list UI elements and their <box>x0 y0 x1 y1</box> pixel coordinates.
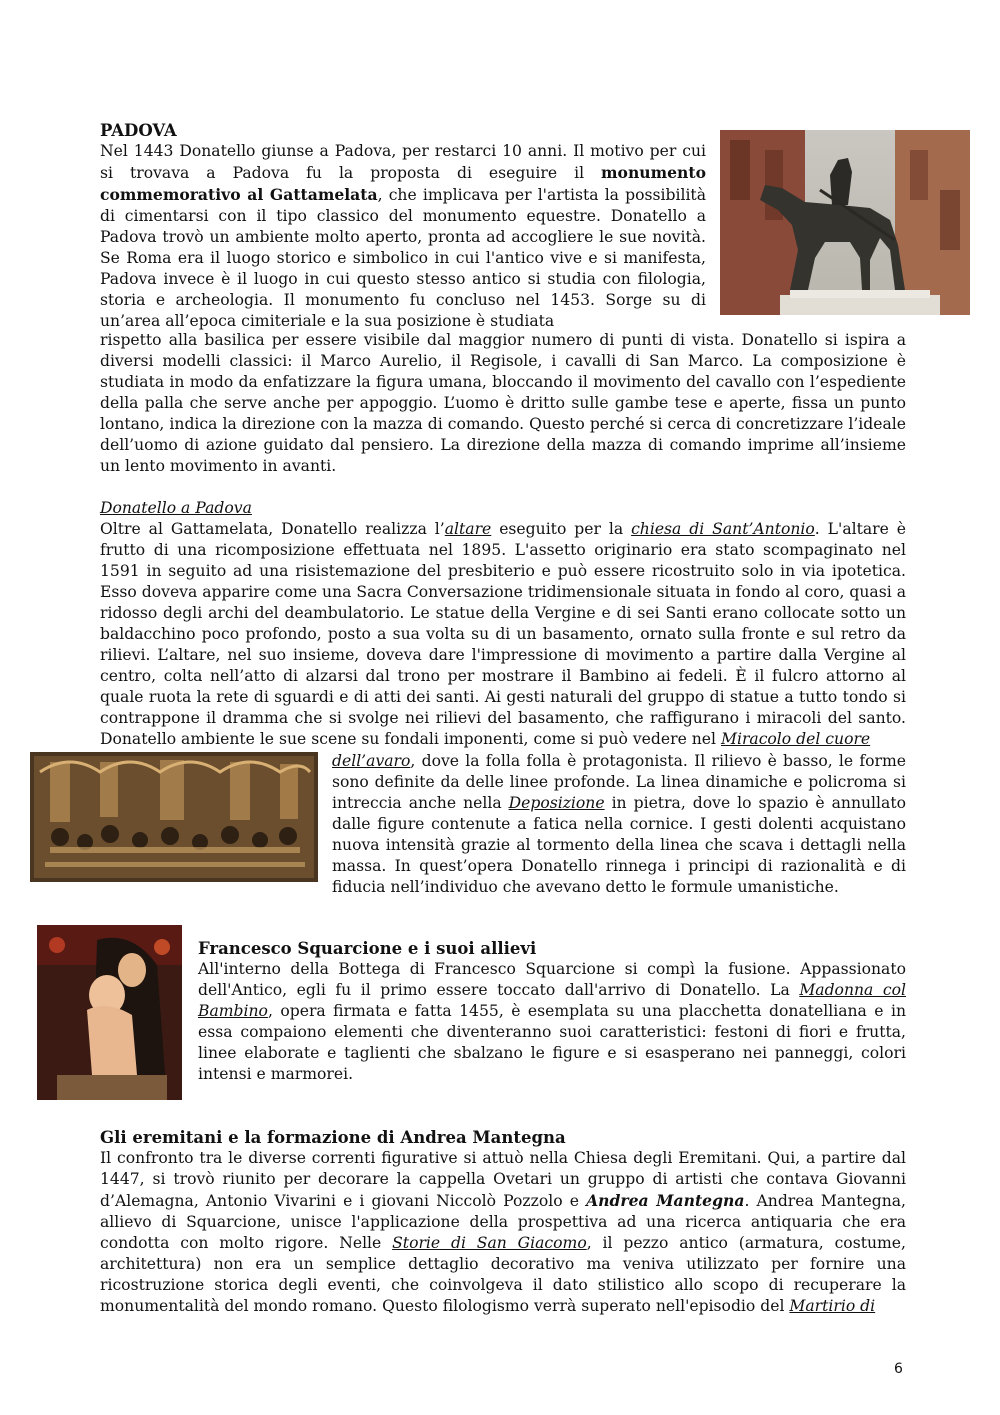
deposizione-link[interactable]: Deposizione <box>508 794 605 812</box>
madonna-painting-image <box>37 925 182 1100</box>
donatello-paragraph <box>100 519 906 750</box>
madonna-col-bambino-link[interactable]: Madonna col Bambino <box>198 981 906 1020</box>
donatello-subheading: Donatello a Padova <box>100 499 252 517</box>
gattamelata-statue-image <box>720 130 970 315</box>
page-number: 6 <box>894 1361 903 1377</box>
squarcione-text-1: All'interno della Bottega di Francesco Squarcione si compì la fusione. Appassionato dell'Antico, egli fu il primo essere toccato dall'arrivo di Donatello. La <box>198 960 906 999</box>
padova-heading: PADOVA <box>100 121 177 140</box>
squarcione-text-2: , opera firmata e fatta 1455, è esemplata su una placchetta donatelliana e in essa compaiono elementi che diventeranno suoi caratteristici: festoni di fiori e frutta, linee elaborate e taglienti che sbalzano le figure e si esasperano nei panneggi, colori intensi e marmorei. <box>198 1002 906 1083</box>
padova-p2-text: rispetto alla basilica per essere visibile dal maggior numero di punti di vista. Donatello si ispira a diversi modelli classici: il Marco Aurelio, il Regisole, i cavalli di San Marco. La composizione è studiata in modo da enfatizzare la figura umana, bloccando il movimento del cavallo con l’espediente della palla che serve anche per appoggio. L’uomo è dritto sulle gambe tese e aperte, fissa un punto lontano, indica la direzione con la mazza di comando. Questo perché si cerca di concretizzare l’ideale dell’uomo di azione guidato dal pensiero. La direzione della mazza di comando imprime all’insieme un lento movimento in avanti. <box>100 331 906 475</box>
padova-paragraph-1 <box>100 141 706 332</box>
padova-p1-rest: , che implicava per l'artista la possibilità di cimentarsi con il tipo classico del monumento equestre. Donatello a Padova trovò un ambiente molto aperto, pronta ad accogliere le sue novità. Se Roma era il luogo storico e simbolico in cui l'antico vive e si manifesta, Padova invece è il luogo in cui questo stesso antico si studia con filologia, storia e archeologia. Il monumento fu concluso nel 1453. Sorge su di un’area all’epoca cimiteriale e la sua posizione è studiata <box>100 186 706 330</box>
donatello-text-1: Oltre al Gattamelata, Donatello realizza l’ <box>100 520 445 538</box>
padova-paragraph-2 <box>100 330 906 477</box>
padova-section <box>100 120 706 332</box>
eremitani-paragraph <box>100 1148 906 1317</box>
donatello-continuation-text <box>332 751 906 898</box>
eremitani-text-1: Il confronto tra le diverse correnti figurative si attuò nella Chiesa degli Eremitani. Qui, a partire dal 1447, si trovò riunito per decorare la cappella Ovetari un gruppo di artisti che contava Giovanni d’Alemagna, Antonio Vivarini e i giovani Niccolò Pozzolo e <box>100 1149 906 1210</box>
squarcione-section <box>198 938 906 1085</box>
padova-p1-text: Nel 1443 Donatello giunse a Padova, per restarci 10 anni. Il motivo per cui si trovava a Padova fu la proposta di eseguire il <box>100 142 706 182</box>
donatello-text-4: , dove la folla folla è protagonista. Il rilievo è basso, le forme sono definite da delle linee profonde. La linea dinamiche e policroma si intreccia anche nella <box>332 752 906 812</box>
squarcione-heading: Francesco Squarcione e i suoi allievi <box>198 939 537 958</box>
squarcione-paragraph <box>198 959 906 1085</box>
donatello-text-2: eseguito per la <box>491 520 632 538</box>
martirio-link[interactable]: Martirio di <box>789 1297 876 1315</box>
gattamelata-bold: monumento commemorativo al Gattamelata <box>100 163 706 204</box>
altare-link[interactable]: altare <box>444 520 492 538</box>
storie-san-giacomo-link[interactable]: Storie di San Giacomo <box>392 1234 587 1252</box>
miracolo-link-2[interactable]: dell’avaro <box>332 752 411 770</box>
eremitani-text-2: . Andrea Mantegna, allievo di Squarcione, unisce l'applicazione della prospettiva ad una ricerca antiquaria che era condotta con molto rigore. Nelle <box>100 1192 906 1252</box>
donatello-section <box>100 498 906 750</box>
donatello-text-3: . L'altare è frutto di una ricomposizione effettuata nel 1895. L'assetto originario era stato scompaginato nel 1591 in seguito ad una risistemazione del presbiterio e può essere ricostruito solo in via ipotetica. Esso doveva apparire come una Sacra Conversazione tridimensionale situata in fondo al coro, quasi a ridosso degli archi del deambulatorio. Le statue della Vergine e di sei Santi erano collocate sotto un baldacchino poco profondo, posto a sua volta su di un basamento, ornato sulla fronte e sul retro da rilievi. L’altare, nel suo insieme, doveva dare l'impressione di movimento a partire dalla Vergine al centro, colta nell’atto di alzarsi dal trono per mostrare il Bambino ai fedeli. È il fulcro attorno al quale ruota la rete di sguardi e di atti dei santi. Ai gesti naturali del gruppo di statue a tutto tondo si contrappone il dramma che si svolge nei rilievi del basamento, che raffigurano i miracoli del santo. Donatello ambiente le sue scene su fondali imponenti, come si può vedere nel <box>100 520 907 748</box>
miracolo-relief-image <box>30 752 318 882</box>
andrea-mantegna-bold: Andrea Mantegna <box>586 1191 745 1210</box>
eremitani-heading: Gli eremitani e la formazione di Andrea Mantegna <box>100 1128 566 1147</box>
chiesa-santantonio-link[interactable]: chiesa di Sant’Antonio <box>631 520 815 538</box>
donatello-text-5: in pietra, dove lo spazio è annullato dalle figure contenute a fatica nella cornice. I gesti dolenti acquistano nuova intensità grazie al tormento della linea che scava i dettagli nella massa. In quest’opera Donatello rinnega i principi di razionalità e di fiducia nell’individuo che avevano detto le formule umanistiche. <box>332 794 906 896</box>
miracolo-link[interactable]: Miracolo del cuore <box>720 730 871 748</box>
eremitani-section <box>100 1127 906 1317</box>
donatello-continuation <box>332 751 906 898</box>
eremitani-text-3: , il pezzo antico (armatura, costume, architettura) non era un semplice dettaglio decorativo ma veniva utilizzato per fornire una ricostruzione storica degli eventi, che coinvolgeva il dato stilistico allo scopo di recuperare la monumentalità del mondo romano. Questo filologismo verrà superato nell'episodio del <box>100 1234 906 1315</box>
